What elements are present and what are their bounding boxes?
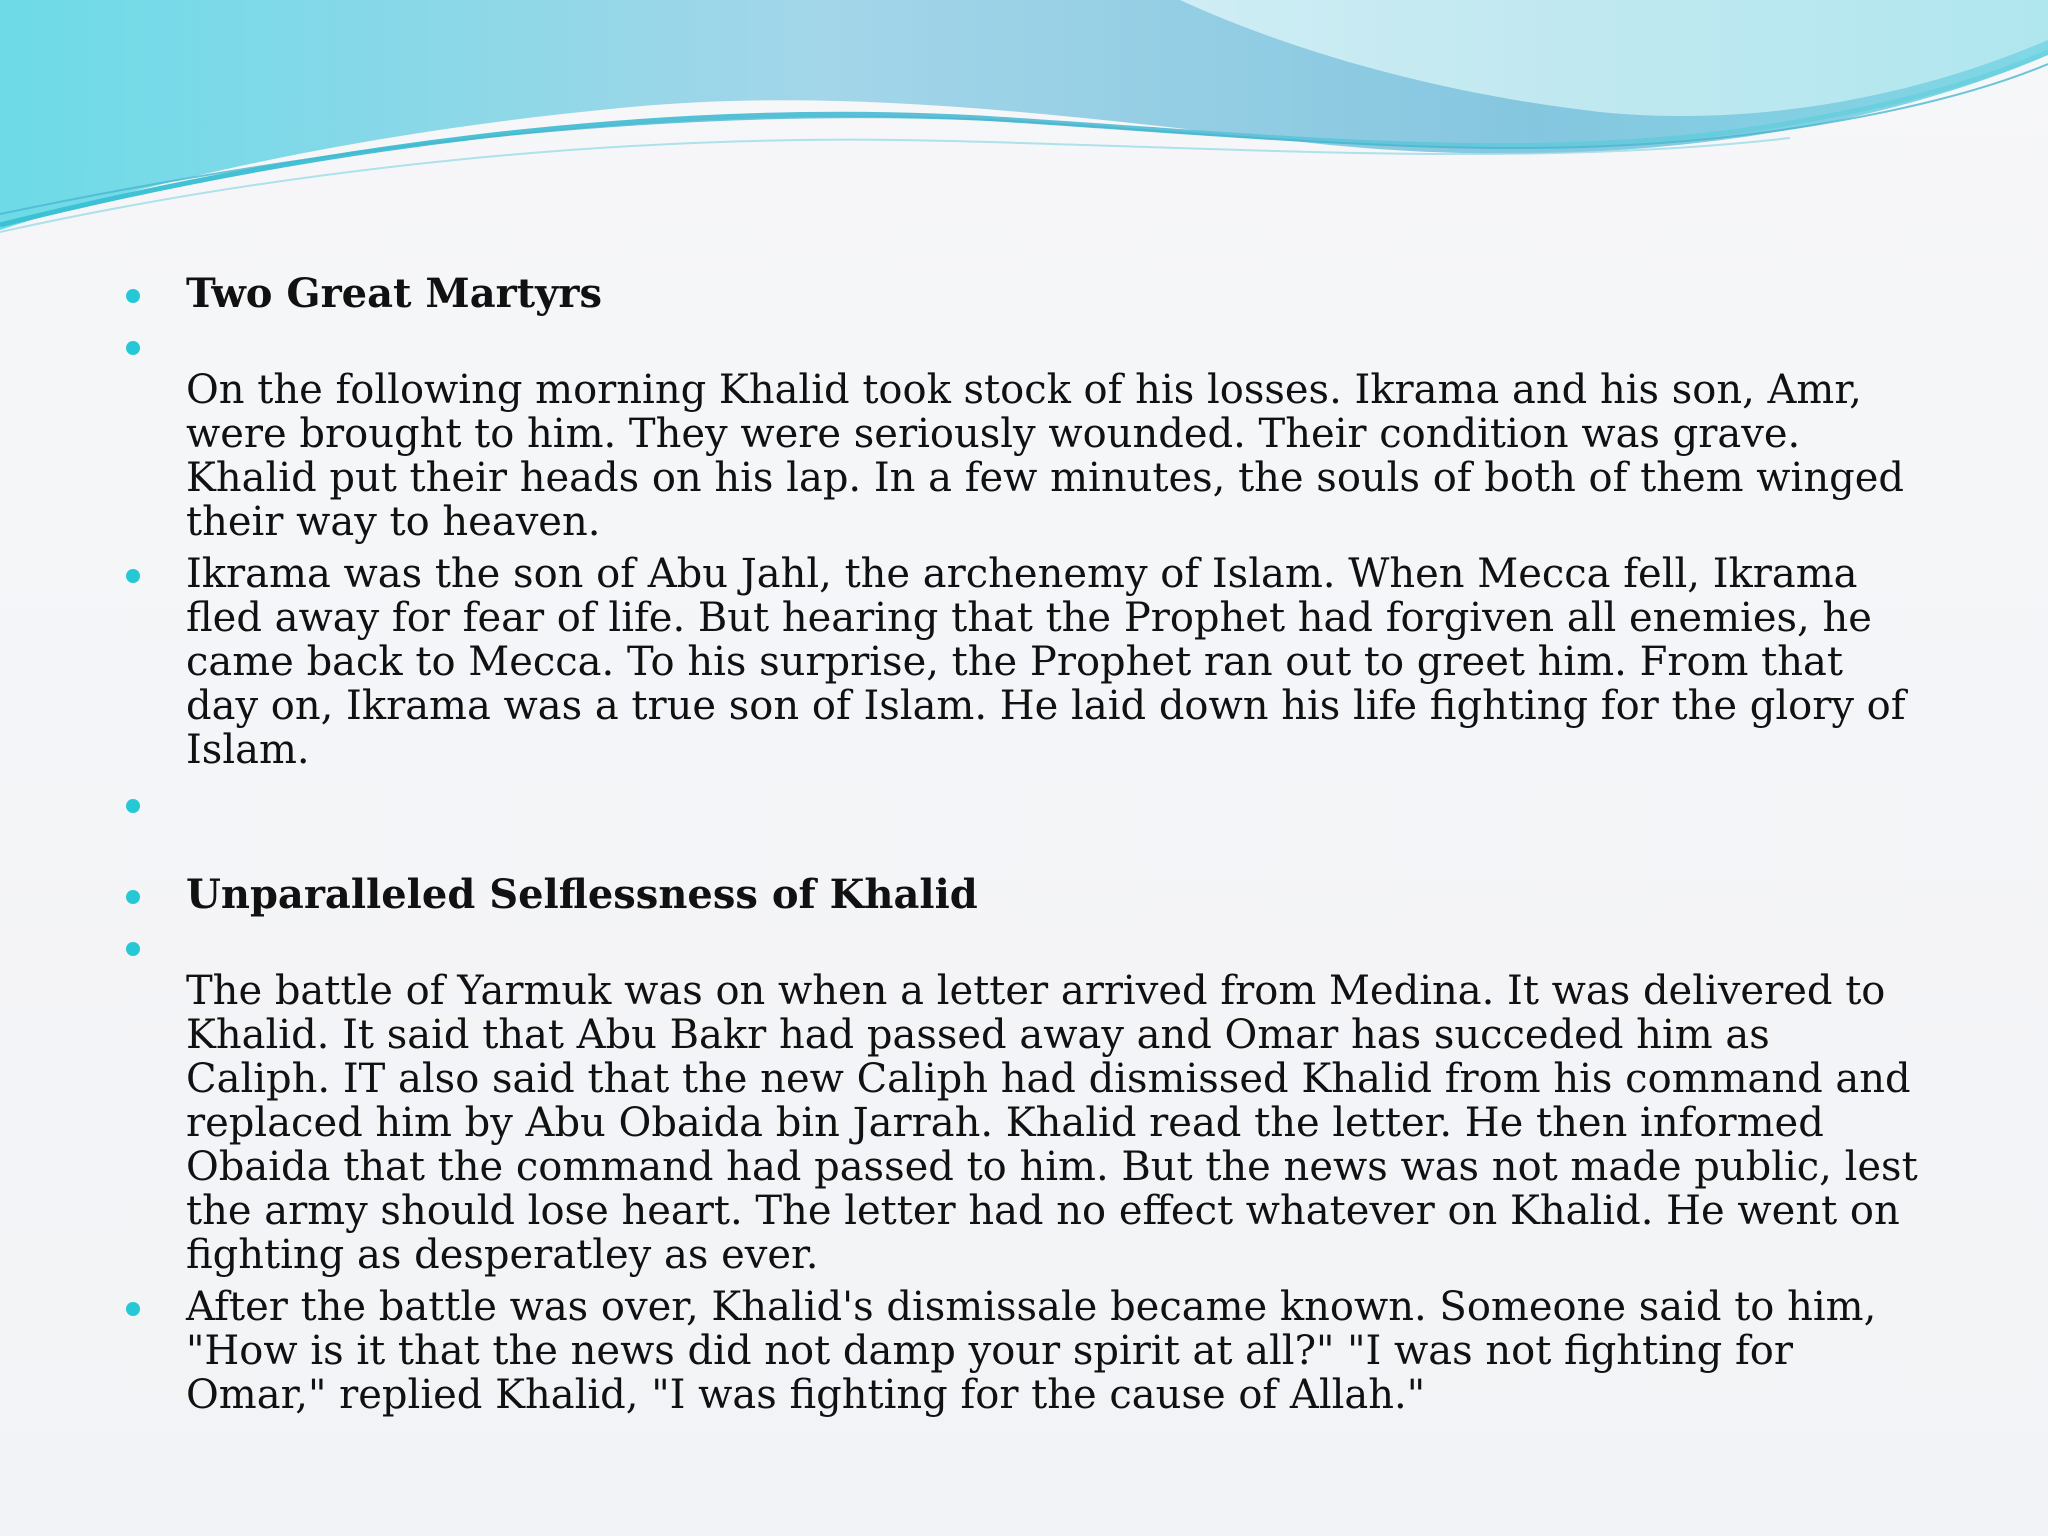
- bullet-item-heading-martyrs: [126, 272, 1926, 316]
- bullet-spacer: [186, 324, 1926, 368]
- paragraph-text: Ikrama was the son of Abu Jahl, the archenemy of Islam. When Mecca fell, Ikrama fled away for fear of life. But hearing that the Prophet had forgiven all enemies, he came back to Mecca. To his surprise, the Prophet ran out to greet him. From that day on, Ikrama was a true son of Islam. He laid down his life fighting for the glory of Islam.: [186, 551, 1906, 773]
- bullet-icon: [126, 942, 140, 956]
- bullet-item-yarmuk-paragraph: [126, 925, 1926, 1277]
- bullet-icon: [126, 341, 140, 355]
- paragraph-text: After the battle was over, Khalid's dismissale became known. Someone said to him, "How is it that the news did not damp your spirit at all?" "I was not fighting for Omar," replied Khalid, "I was fighting for the cause of Allah.": [186, 1284, 1877, 1418]
- paragraph-text: The battle of Yarmuk was on when a letter arrived from Medina. It was delivered to Khalid. It said that Abu Bakr had passed away and Omar has succeded him as Caliph. IT also said that the new Caliph had dismissed Khalid from his command and replaced him by Abu Obaida bin Jarrah. Khalid read the letter. He then informed Obaida that the command had passed to him. But the news was not made public, lest the army should lose heart. The letter had no effect whatever on Khalid. He went on fighting as desperatley as ever.: [186, 968, 1918, 1278]
- section-heading: Two Great Martyrs: [186, 270, 602, 317]
- bullet-icon: [126, 289, 140, 303]
- bullet-item-empty: [126, 782, 1926, 826]
- header-wave-decoration: [0, 0, 2048, 240]
- bullet-spacer: [186, 925, 1926, 969]
- bullet-item-martyrs-paragraph: [126, 324, 1926, 544]
- bullet-item-heading-selflessness: [126, 873, 1926, 917]
- bullet-spacer: [186, 782, 1926, 826]
- slide-content: [126, 272, 1926, 1417]
- bullet-item-ikrama-paragraph: [126, 552, 1926, 772]
- bullet-icon: [126, 799, 140, 813]
- bullet-icon: [126, 890, 140, 904]
- section-heading: Unparalleled Selflessness of Khalid: [186, 871, 978, 918]
- bullet-item-dismissal-paragraph: [126, 1285, 1926, 1417]
- paragraph-text: On the following morning Khalid took stock of his losses. Ikrama and his son, Amr, were brought to him. They were seriously wounded. Their condition was grave. Khalid put their heads on his lap. In a few minutes, the souls of both of them winged their way to heaven.: [186, 367, 1904, 545]
- bullet-icon: [126, 1302, 140, 1316]
- bullet-icon: [126, 569, 140, 583]
